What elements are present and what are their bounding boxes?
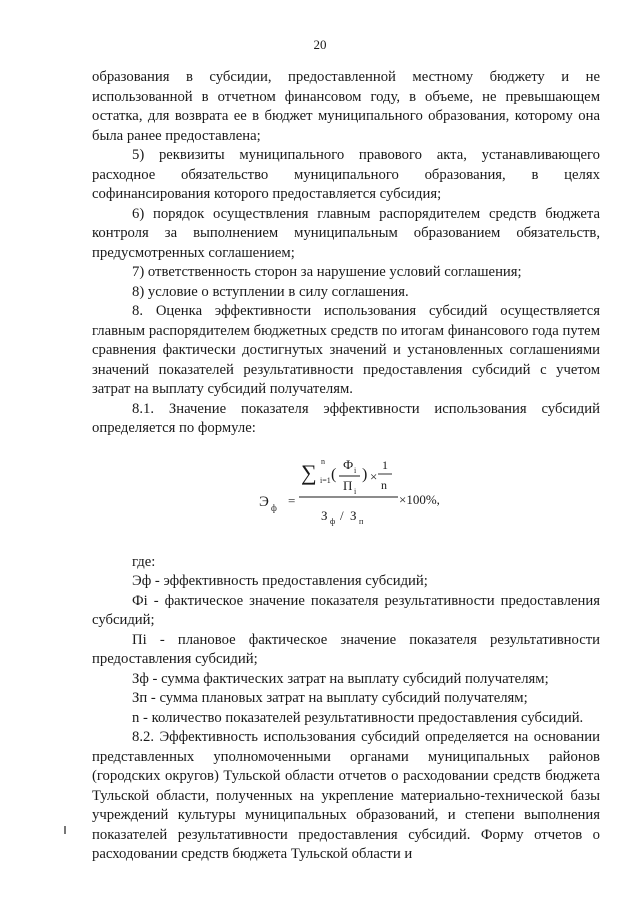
formula-n: n <box>381 477 387 492</box>
paragraph: 6) порядок осуществления главным распорядителем средств бюджета контроля за выполнением муниципальным образованием обязательств, предусмотренных соглашением; <box>92 205 600 261</box>
document-body <box>92 68 600 865</box>
paragraph: Пi - плановое фактическое значение показателя результативности предоставления субсидий; <box>92 631 600 667</box>
paragraph: n - количество показателей результативности предоставления субсидий. <box>132 709 584 726</box>
paragraph: 8.2. Эффективность использования субсидий определяется на основании представленных уполномоченными органами муниципальных районов (городских округов) Тульской области отчетов о расходовании средств бюджета Тульской области, полученных на укрепление материально-технической базы учреждений культуры муниципальных образований, и степени выполнения показателей результативности предоставления субсидий. Форму отчетов о расходовании средств бюджета Тульской области и <box>92 729 600 862</box>
formula-actual: Ф <box>343 456 354 472</box>
formula-sum-sub: i=1 <box>320 475 331 485</box>
formula-slash: / <box>340 507 344 523</box>
paragraph: 5) реквизиты муниципального правового акта, устанавливающего расходное обязательство муниципального образования, в целях софинансирования которого предоставляется субсидия; <box>92 147 600 202</box>
formula-plan-sub: i <box>354 486 357 496</box>
paragraph: 8.1. Значение показателя эффективности использования субсидий определяется по формуле: <box>92 400 600 436</box>
formula-sum: ∑ <box>301 459 317 485</box>
paragraph: 8. Оценка эффективности использования субсидий осуществляется главным распорядителем бюджетных средств по итогам финансового года путем сравнения фактически достигнутых значений и установленных соглашениями значений показателей результативности предоставления субсидий с учетом затрат на выплату субсидий получателям. <box>92 303 600 397</box>
paragraph: образования в субсидии, предоставленной местному бюджету и не использованной в отчетном финансовом году, в объеме, не превышающем остатка, для возврата ее в бюджет муниципального образования, которому она была ранее предоставлена; <box>92 69 600 144</box>
efficiency-formula <box>92 439 600 553</box>
formula-one: 1 <box>382 457 388 472</box>
formula-tail: ×100%, <box>399 491 440 507</box>
formula-lhs: Э <box>259 493 269 510</box>
formula-den-left: З <box>321 507 328 523</box>
formula-den-right-sub: п <box>359 516 364 526</box>
paragraph: Зф - сумма фактических затрат на выплату субсидий получателям; <box>132 670 549 687</box>
formula-plan: П <box>343 477 353 493</box>
paragraph: 8) условие о вступлении в силу соглашения. <box>132 283 409 300</box>
paragraph: Фi - фактическое значение показателя результативности предоставления субсидий; <box>92 592 600 628</box>
formula-paren-close: ) <box>362 465 368 483</box>
page-number: 20 <box>313 37 327 52</box>
formula-paren-open: ( <box>331 465 337 483</box>
paragraph: Зп - сумма плановых затрат на выплату субсидий получателям; <box>132 690 528 706</box>
formula-graphic <box>92 439 600 553</box>
paragraph: где: <box>132 553 156 570</box>
paragraph: 7) ответственность сторон за нарушение условий соглашения; <box>132 264 522 280</box>
scan-mark <box>64 826 66 834</box>
formula-den-left-sub: ф <box>330 516 336 526</box>
formula-den-right: З <box>350 507 357 523</box>
formula-equals: = <box>288 492 296 508</box>
paragraph: Эф - эффективность предоставления субсидий; <box>132 573 428 589</box>
formula-times: × <box>370 468 378 484</box>
formula-sum-sup: n <box>321 456 325 466</box>
formula-lhs-sub: ф <box>271 502 277 513</box>
formula-actual-sub: i <box>354 465 357 475</box>
